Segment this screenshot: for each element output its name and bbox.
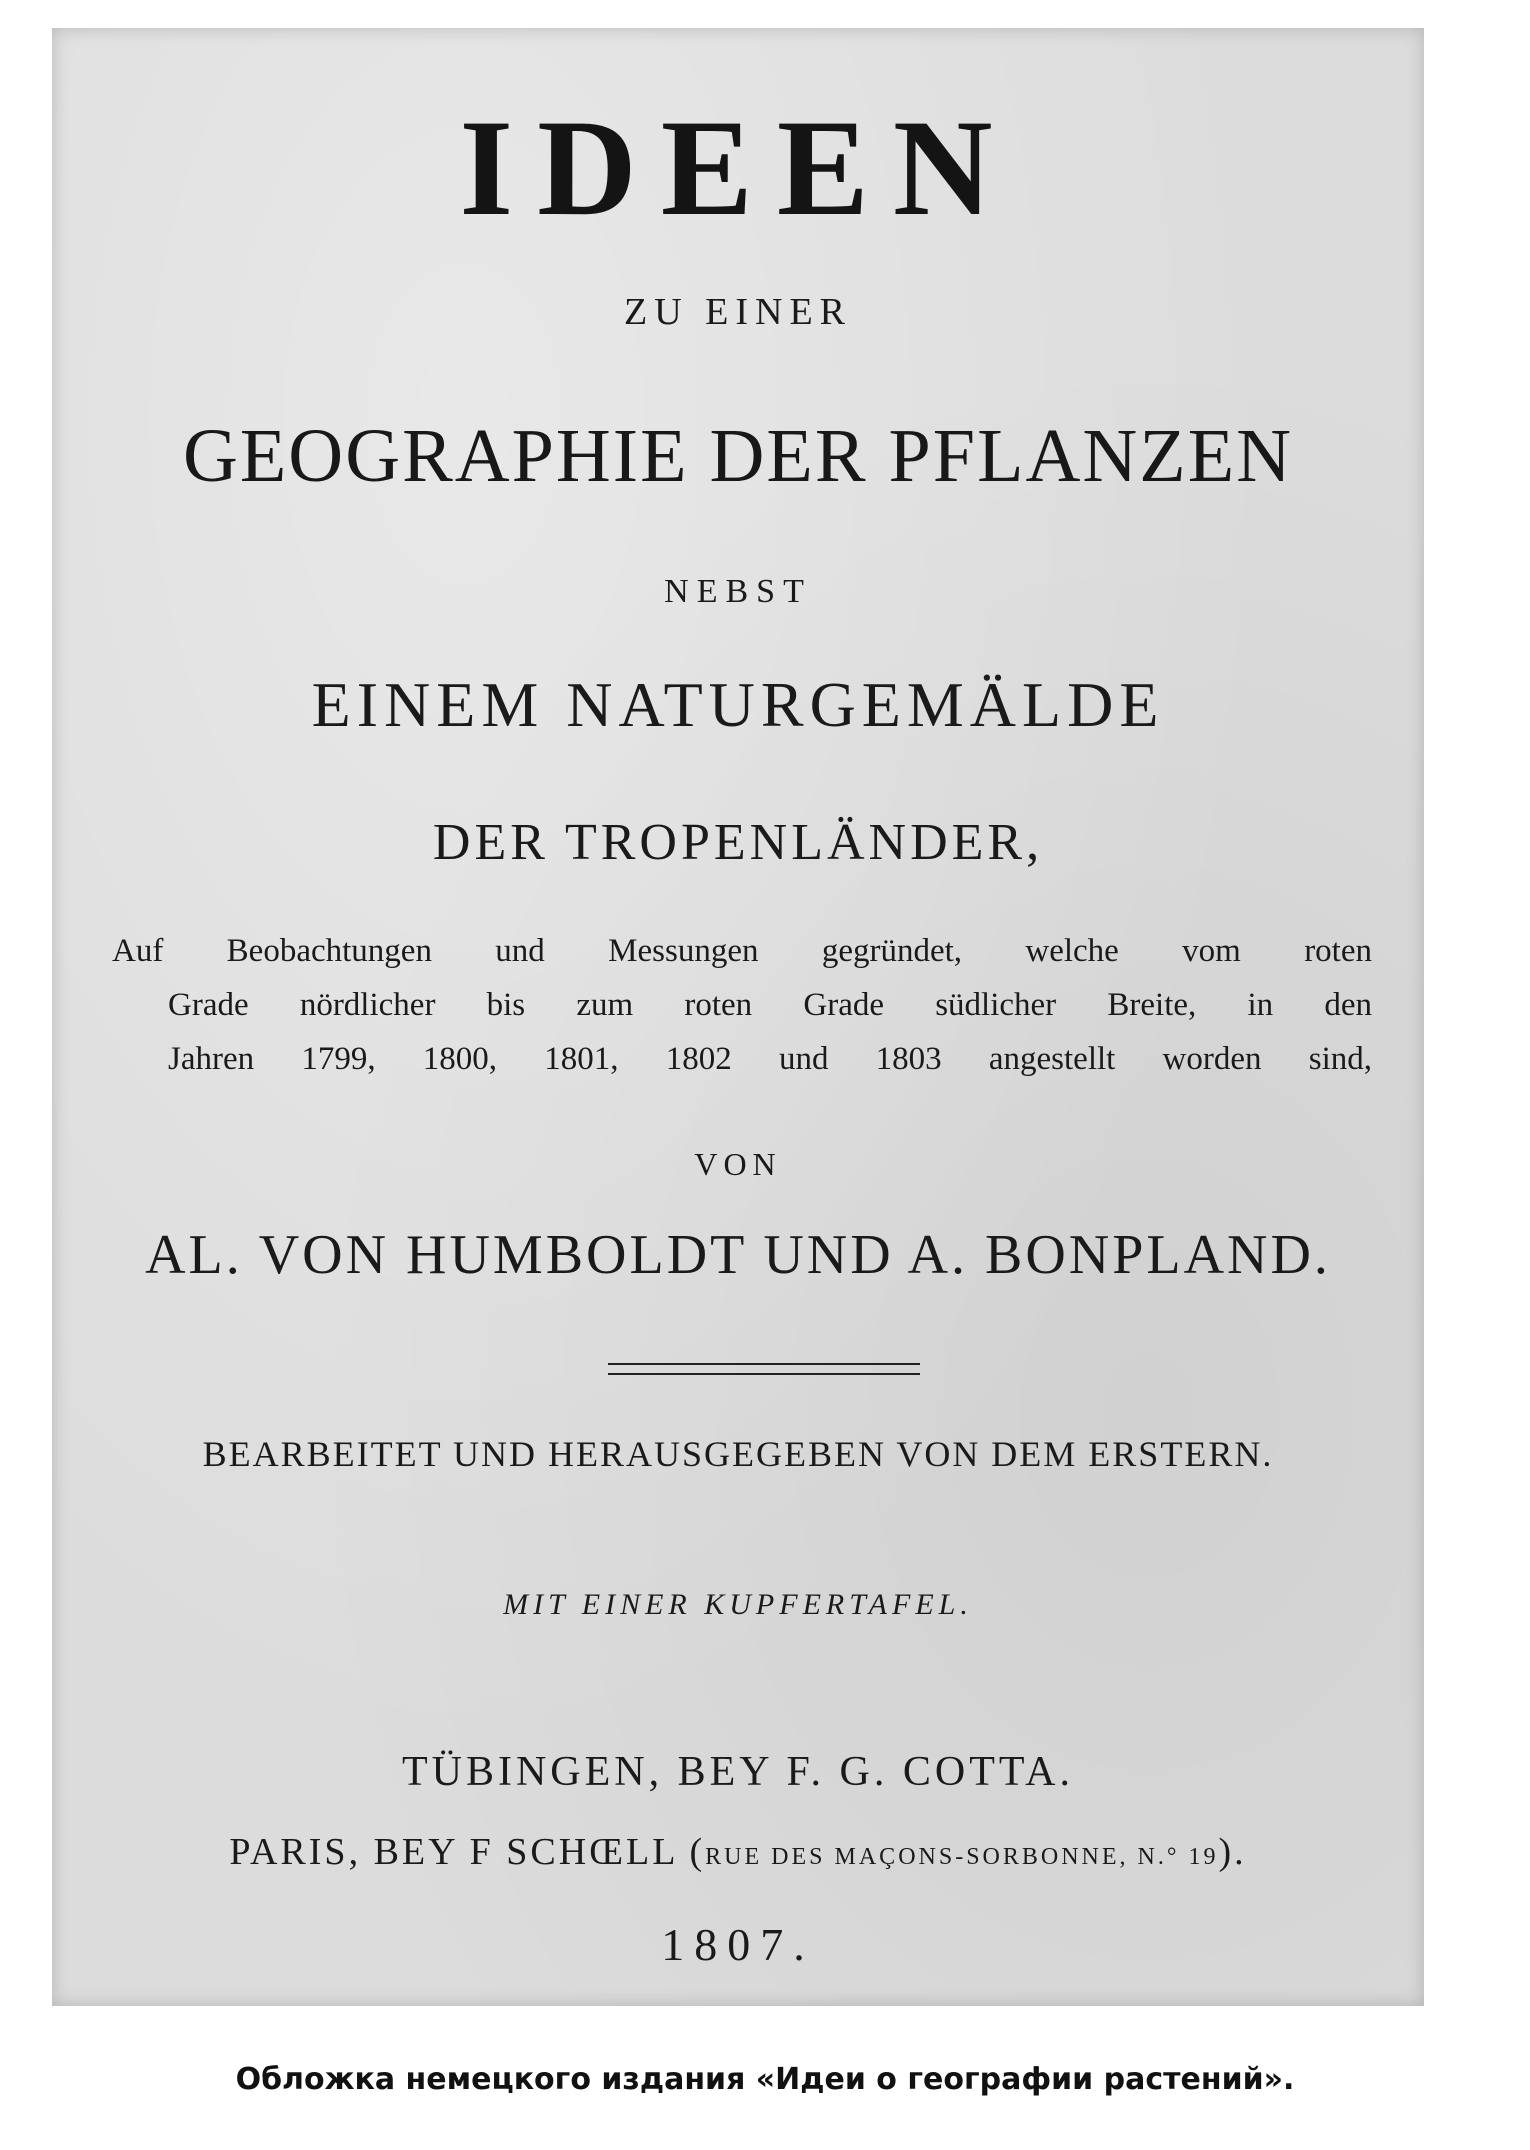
byline-von: VON xyxy=(694,1146,782,1182)
book-title: IDEEN xyxy=(459,91,1017,244)
description-line: Grade nördlicher bis zum roten Grade südlicher Breite, in den xyxy=(168,987,1372,1023)
publisher-paris-close: ). xyxy=(1218,1831,1247,1873)
double-rule-divider xyxy=(608,1363,920,1375)
publisher-tubingen: TÜBINGEN, BEY F. G. COTTA. xyxy=(401,1749,1075,1795)
authors: AL. VON HUMBOLDT UND A. BONPLAND. xyxy=(145,1224,1331,1286)
subtitle-tropenlaender: DER TROPENLÄNDER, xyxy=(432,814,1044,871)
description-paragraph xyxy=(112,933,1372,1095)
description-line: Auf Beobachtungen und Messungen gegründet, welche vom roten xyxy=(112,933,1372,969)
publisher-paris xyxy=(52,1830,1424,1874)
title-page-scan xyxy=(52,28,1424,2006)
figure-caption: Обложка немецкого издания «Идеи о географии растений». xyxy=(235,2062,1295,2097)
publication-year: 1807. xyxy=(661,1919,815,1970)
publisher-paris-name: PARIS, BEY F SCHŒLL ( xyxy=(229,1831,706,1873)
editor-line: BEARBEITET UND HERAUSGEGEBEN VON DEM ERSTERN. xyxy=(202,1434,1274,1474)
plate-note: MIT EINER KUPFERTAFEL. xyxy=(503,1588,973,1621)
subtitle-naturgemaelde: EINEM NATURGEMÄLDE xyxy=(311,669,1165,740)
publisher-paris-address: RUE DES MAÇONS-SORBONNE, N.° 19 xyxy=(705,1844,1219,1870)
subtitle-geographie: GEOGRAPHIE DER PFLANZEN xyxy=(183,414,1293,498)
subtitle-nebst: NEBST xyxy=(664,573,812,610)
subtitle-zu-einer: ZU EINER xyxy=(623,291,853,333)
description-line: Jahren 1799, 1800, 1801, 1802 und 1803 angestellt worden sind, xyxy=(168,1041,1372,1077)
